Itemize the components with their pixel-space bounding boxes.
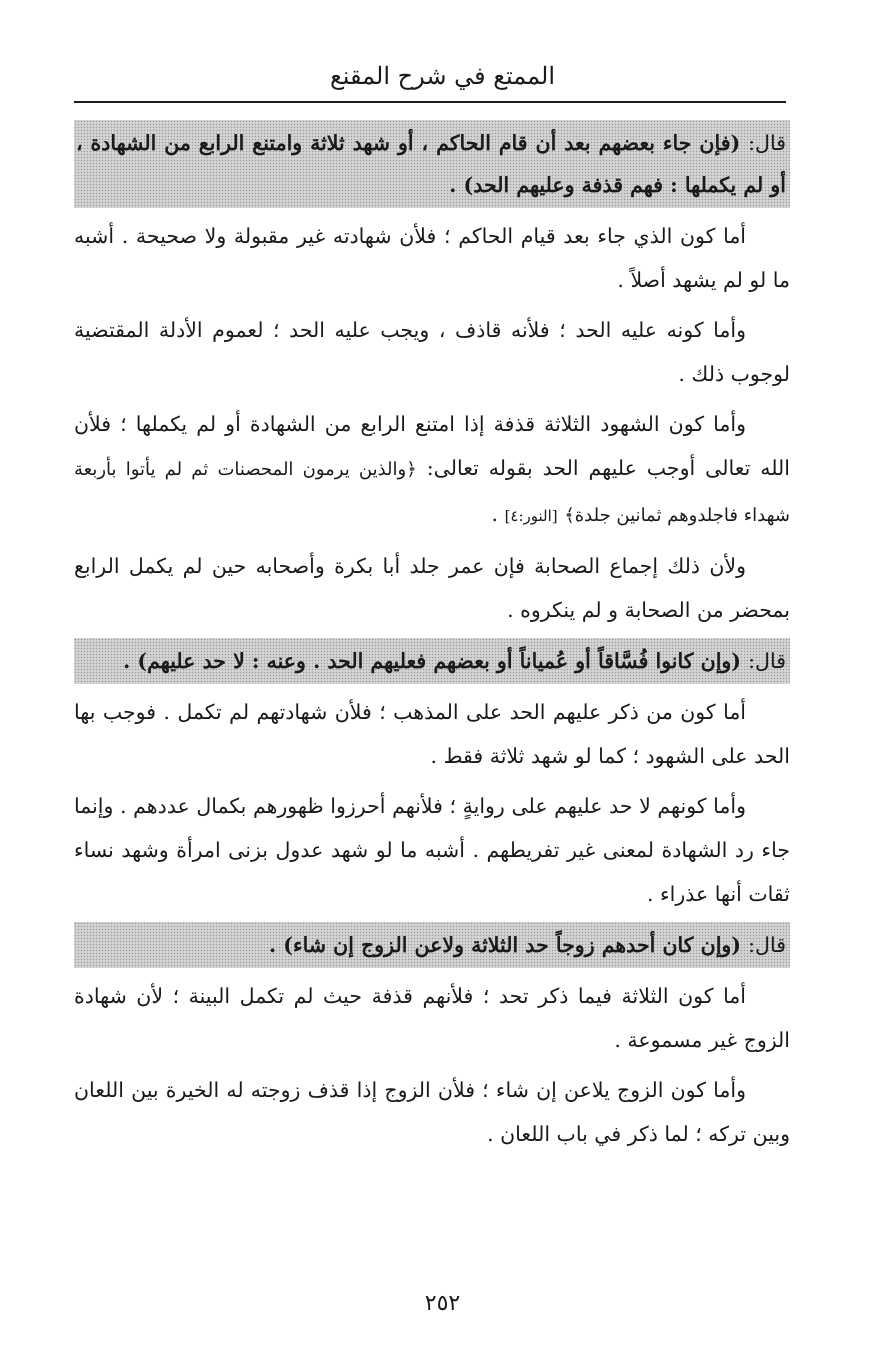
page-number: ٢٥٢ [424,1291,461,1316]
commentary-paragraph: وأما كونه عليه الحد ؛ فلأنه قاذف ، ويجب عليه الحد ؛ لعموم الأدلة المقتضية لوجوب ذلك . [74,318,790,386]
commentary-text: وأما كون الشهود الثلاثة قذفة إذا امتنع الرابع من الشهادة أو لم يكملها ؛ فلأن الله تعالى أوجب عليهم الحد بقوله تعالى: [74,412,790,480]
commentary-paragraph-with-ayah [74,402,790,538]
commentary-paragraph: ولأن ذلك إجماع الصحابة فإن عمر جلد أبا بكرة وأصحابه حين لم يكمل الرابع بمحضر من الصحابة و لم ينكروه . [74,554,790,622]
matn-block [74,120,790,208]
section-1 [74,120,790,632]
commentary-paragraph: وأما كون الزوج يلاعن إن شاء ؛ فلأن الزوج إذا قذف زوجته له الخيرة بين اللعان وبين تركه ؛ لما ذكر في باب اللعان . [74,1078,790,1146]
commentary-text: . [491,502,505,526]
section-3 [74,922,790,1156]
verse-reference: [النور:٤] [504,507,558,525]
header-divider [74,101,786,103]
commentary-paragraph: أما كون الذي جاء بعد قيام الحاكم ؛ فلأن شهادته غير مقبولة ولا صحيحة . أشبه ما لو لم يشهد أصلاً . [74,224,790,292]
book-title: الممتع في شرح المقنع [330,62,555,90]
matn-text: (وإن كانوا فُسَّاقاً أو عُمياناً أو بعضهم فعليهم الحد . وعنه : لا حد عليهم) . [123,649,741,673]
page-body [74,120,790,1162]
commentary-paragraph: أما كون من ذكر عليهم الحد على المذهب ؛ فلأن شهادتهم لم تكمل . فوجب بها الحد على الشهود ؛ كما لو شهد ثلاثة فقط . [74,700,790,768]
commentary-paragraph: أما كون الثلاثة فيما ذكر تحد ؛ فلأنهم قذفة حيث لم تكمل البينة ؛ لأن شهادة الزوج غير مسموعة . [74,984,790,1052]
quran-verse: ﴿والذين يرمون المحصنات ثم لم يأتوا بأربعة شهداء فاجلدوهم ثمانين جلدة﴾ [74,459,790,526]
matn-lead: قال: [748,933,786,957]
commentary-paragraph: وأما كونهم لا حد عليهم على روايةٍ ؛ فلأنهم أحرزوا ظهورهم بكمال عددهم . وإنما جاء رد الشهادة لمعنى غير تفريطهم . أشبه ما لو شهد عدول بزنى امرأة وشهد نساء ثقات أنها عذراء . [74,794,790,906]
matn-lead: قال: [748,649,786,673]
matn-block [74,922,790,968]
section-2 [74,638,790,916]
matn-text: (فإن جاء بعضهم بعد أن قام الحاكم ، أو شهد ثلاثة وامتنع الرابع من الشهادة ، أو لم يكملها : فهم قذفة وعليهم الحد) . [76,131,786,197]
matn-block [74,638,790,684]
matn-text: (وإن كان أحدهم زوجاً حد الثلاثة ولاعن الزوج إن شاء) . [268,933,741,957]
matn-lead: قال: [748,131,786,155]
